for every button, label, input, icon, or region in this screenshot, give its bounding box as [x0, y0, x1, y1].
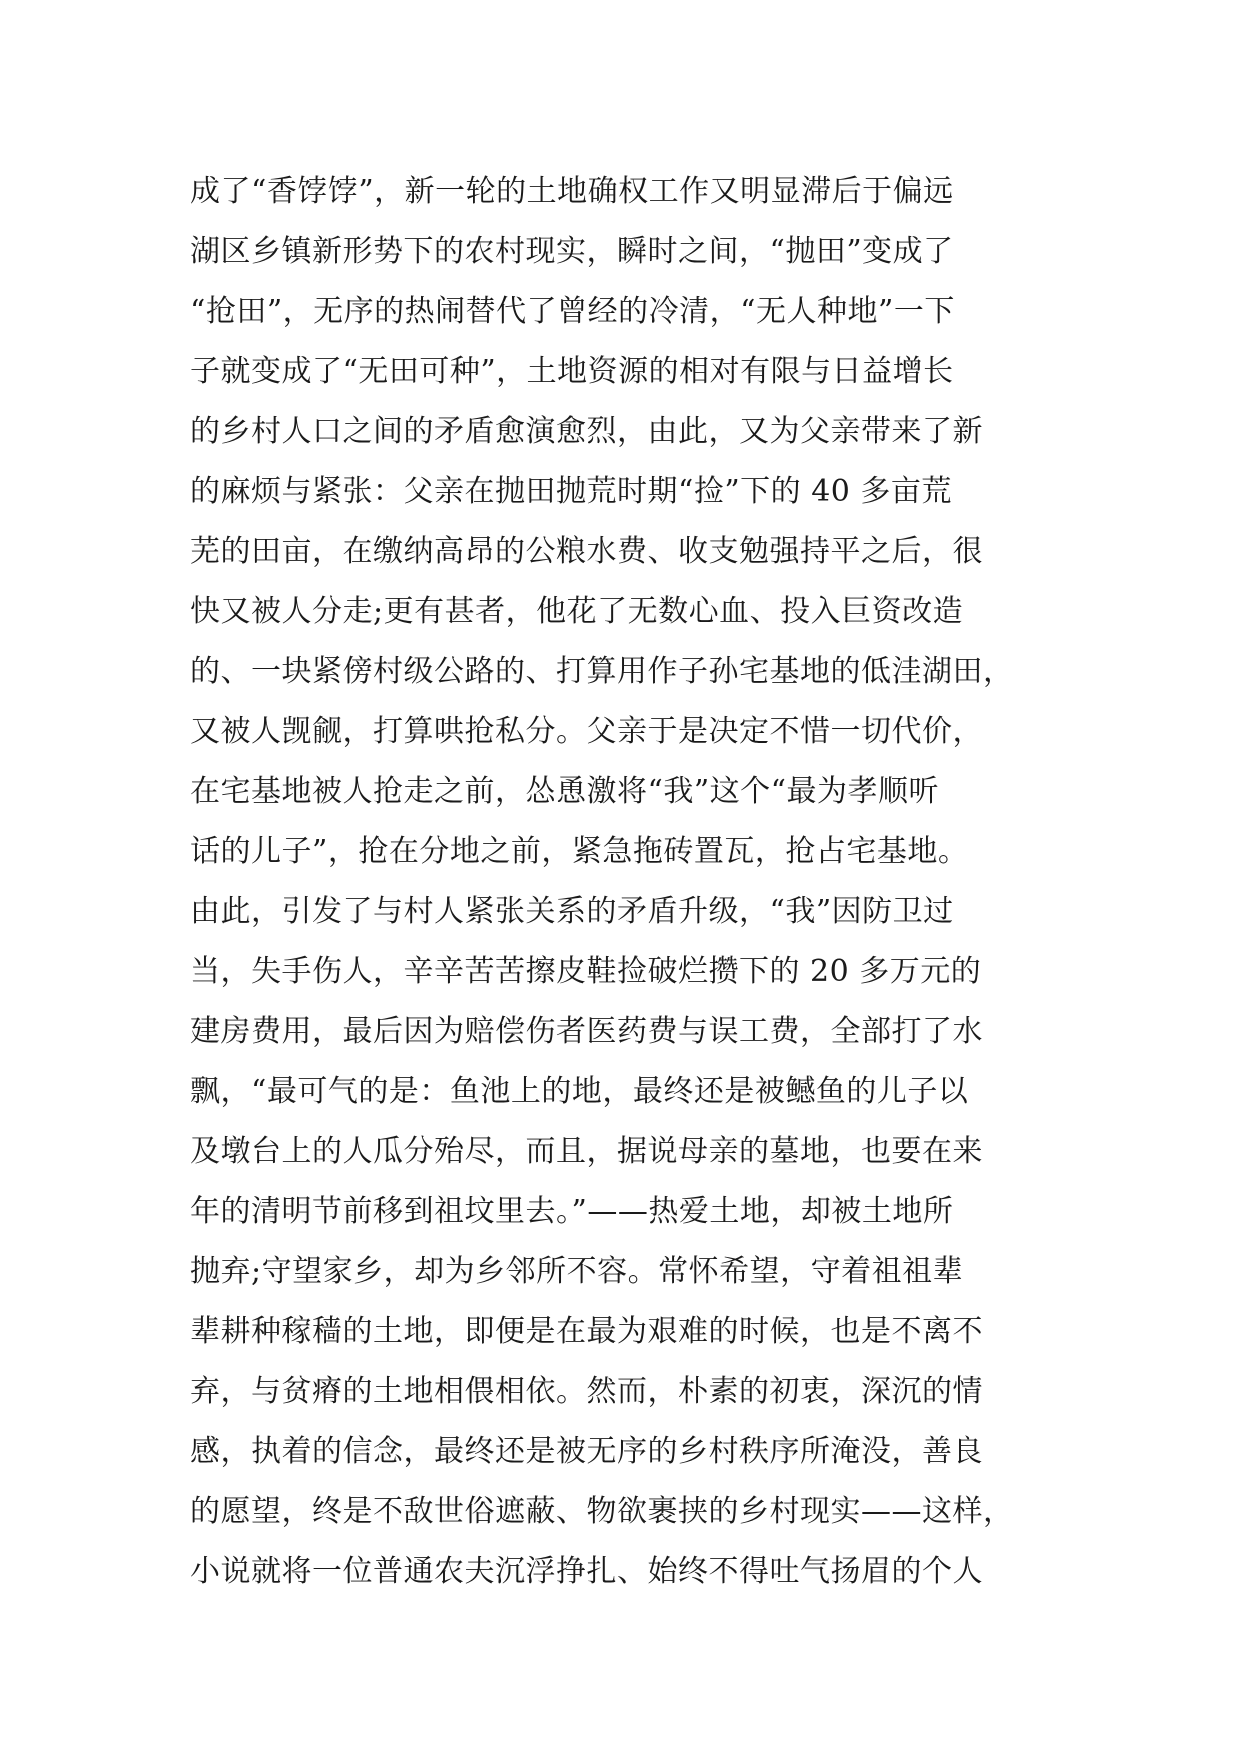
text-line: 快又被人分走;更有甚者，他花了无数心血、投入巨资改造	[190, 594, 964, 629]
text-line: 话的儿子”，抢在分地之前，紧急拖砖置瓦，抢占宅基地。	[190, 834, 969, 869]
text-line: 飘，“最可气的是：鱼池上的地，最终还是被鳡鱼的儿子以	[190, 1074, 969, 1109]
text-line: 的麻烦与紧张：父亲在抛田抛荒时期“捡”下的 40 多亩荒	[190, 474, 952, 509]
text-line: 小说就将一位普通农夫沉浮挣扎、始终不得吐气扬眉的个人	[190, 1554, 983, 1589]
body-text	[190, 162, 1060, 1602]
text-line: 成了“香饽饽”，新一轮的土地确权工作又明显滞后于偏远	[190, 174, 954, 209]
text-line: 由此，引发了与村人紧张关系的矛盾升级，“我”因防卫过	[190, 894, 954, 929]
text-line: 辈耕种稼穑的土地，即便是在最为艰难的时候，也是不离不	[190, 1314, 983, 1349]
text-line: 感，执着的信念，最终还是被无序的乡村秩序所淹没，善良	[190, 1434, 983, 1469]
text-line: 芜的田亩，在缴纳高昂的公粮水费、收支勉强持平之后，很	[190, 534, 983, 569]
text-line: 的愿望，终是不敌世俗遮蔽、物欲裹挟的乡村现实——这样，	[190, 1494, 1014, 1529]
text-line: 抛弃;守望家乡，却为乡邻所不容。常怀希望，守着祖祖辈	[190, 1254, 964, 1289]
text-line: 湖区乡镇新形势下的农村现实，瞬时之间，“抛田”变成了	[190, 234, 954, 269]
text-line: 子就变成了“无田可种”，土地资源的相对有限与日益增长	[190, 354, 954, 389]
text-line: 在宅基地被人抢走之前，怂恿激将“我”这个“最为孝顺听	[190, 774, 940, 809]
text-line: 又被人觊觎，打算哄抢私分。父亲于是决定不惜一切代价，	[190, 714, 983, 749]
text-line: 建房费用，最后因为赔偿伤者医药费与误工费，全部打了水	[190, 1014, 983, 1049]
text-line: 年的清明节前移到祖坟里去。”——热爱土地，却被土地所	[190, 1194, 954, 1229]
text-line: 的、一块紧傍村级公路的、打算用作子孙宅基地的低洼湖田，	[190, 654, 1014, 689]
text-line: 及墩台上的人瓜分殆尽，而且，据说母亲的墓地，也要在来	[190, 1134, 983, 1169]
text-line: “抢田”，无序的热闹替代了曾经的冷清，“无人种地”一下	[190, 294, 955, 329]
text-line: 当，失手伤人，辛辛苦苦擦皮鞋捡破烂攒下的 20 多万元的	[190, 954, 982, 989]
text-line: 的乡村人口之间的矛盾愈演愈烈，由此，又为父亲带来了新	[190, 414, 983, 449]
text-line: 弃，与贫瘠的土地相偎相依。然而，朴素的初衷，深沉的情	[190, 1374, 983, 1409]
